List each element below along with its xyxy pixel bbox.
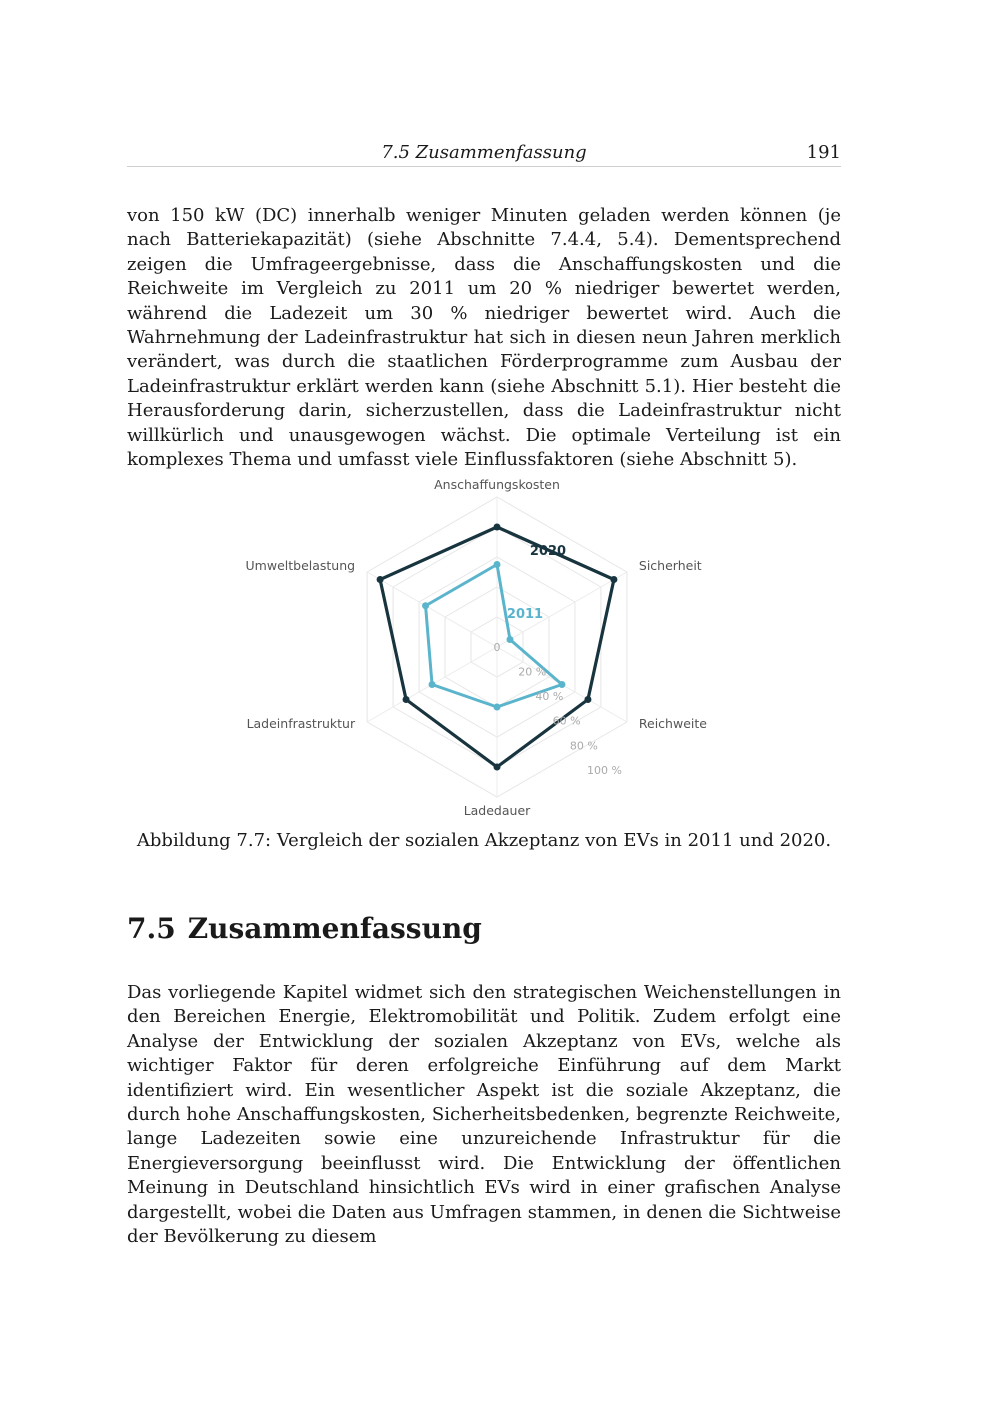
running-head-title: 7.5 Zusammenfassung (381, 142, 587, 163)
section-heading (127, 912, 482, 945)
tick-label-3: 60 % (552, 714, 581, 728)
axis-label-3: Reichweite (638, 716, 707, 731)
section-number: 7.5 (127, 912, 176, 945)
series-2020-point-3 (584, 696, 591, 703)
page-number: 191 (806, 142, 841, 163)
series-2020-point-5 (403, 696, 410, 703)
tick-label-4: 80 % (569, 739, 598, 753)
series-2011-point-4 (494, 704, 501, 711)
series-2011-point-5 (429, 681, 436, 688)
axis-label-2: Sicherheit (638, 558, 702, 573)
series-label-2020: 2020 (529, 544, 567, 559)
axis-label-6: Umweltbelastung (245, 558, 356, 573)
series-2011-point-2 (506, 636, 513, 643)
tick-label-2: 40 % (535, 690, 564, 704)
radar-chart-figure (240, 470, 760, 820)
body-paragraph-1: von 150 kW (DC) innerhalb weniger Minuten geladen werden können (je nach Batteriekapazität) (siehe Abschnitte 7.4.4, 5.4). Dementsprechend zeigen die Umfrageergebnisse, dass die Anschaffungskosten und die Reichweite im Vergleich zu 2011 um 20 % niedriger bewertet werden, während die Ladezeit um 30 % niedriger bewertet wird. Auch die Wahrnehmung der Ladeinfrastruktur hat sich in diesen neun Jahren merklich verändert, was durch die staatlichen Förderprogramme zum Ausbau der Ladeinfrastruktur erklärt werden kann (siehe Abschnitt 5.1). Hier besteht die Herausforderung darin, sicherzustellen, dass die Ladeinfrastruktur nicht willkürlich und unausgewogen wächst. Die optimale Verteilung ist ein komplexes Thema und umfasst viele Einflussfaktoren (siehe Abschnitt 5). (127, 205, 841, 471)
series-label-2011: 2011 (506, 607, 544, 622)
figure-caption: Abbildung 7.7: Vergleich der sozialen Akzeptanz von EVs in 2011 und 2020. (136, 830, 832, 851)
radar-chart (240, 470, 760, 820)
series-2020-point-6 (377, 576, 384, 583)
running-head (127, 140, 841, 167)
axis-label-1: Anschaffungskosten (434, 477, 560, 492)
tick-label-1: 20 % (518, 665, 547, 679)
series-2011-point-3 (558, 681, 565, 688)
series-2020-point-4 (494, 764, 501, 771)
series-2020-point-1 (494, 524, 501, 531)
series-2011-point-6 (422, 602, 429, 609)
section-title: Zusammenfassung (187, 912, 482, 945)
axis-label-5: Ladeinfrastruktur (246, 716, 356, 731)
tick-label-5: 100 % (587, 763, 622, 777)
body-paragraph-2: Das vorliegende Kapitel widmet sich den strategischen Weichenstellungen in den Bereichen Energie, Elektromobilität und Politik. Zudem erfolgt eine Analyse der Entwicklung der sozialen Akzeptanz von EVs, welche als wichtiger Faktor für deren erfolgreiche Einführung auf dem Markt identifiziert wird. Ein wesentlicher Aspekt ist die soziale Akzeptanz, die durch hohe Anschaffungskosten, Sicherheitsbedenken, begrenzte Reichweite, lange Ladezeiten sowie eine unzureichende Infrastruktur für die Energieversorgung beeinflusst wird. Die Entwicklung der öffentlichen Meinung in Deutschland hinsichtlich EVs wird in einer grafischen Analyse dargestellt, wobei die Daten aus Umfragen stammen, in denen die Sichtweise der Bevölkerung zu diesem (127, 982, 841, 1248)
series-2020-point-2 (610, 576, 617, 583)
radar-labels (246, 477, 708, 818)
axis-label-4: Ladedauer (463, 803, 531, 818)
series-2011-point-1 (494, 561, 501, 568)
tick-label-0: 0 (493, 641, 501, 654)
